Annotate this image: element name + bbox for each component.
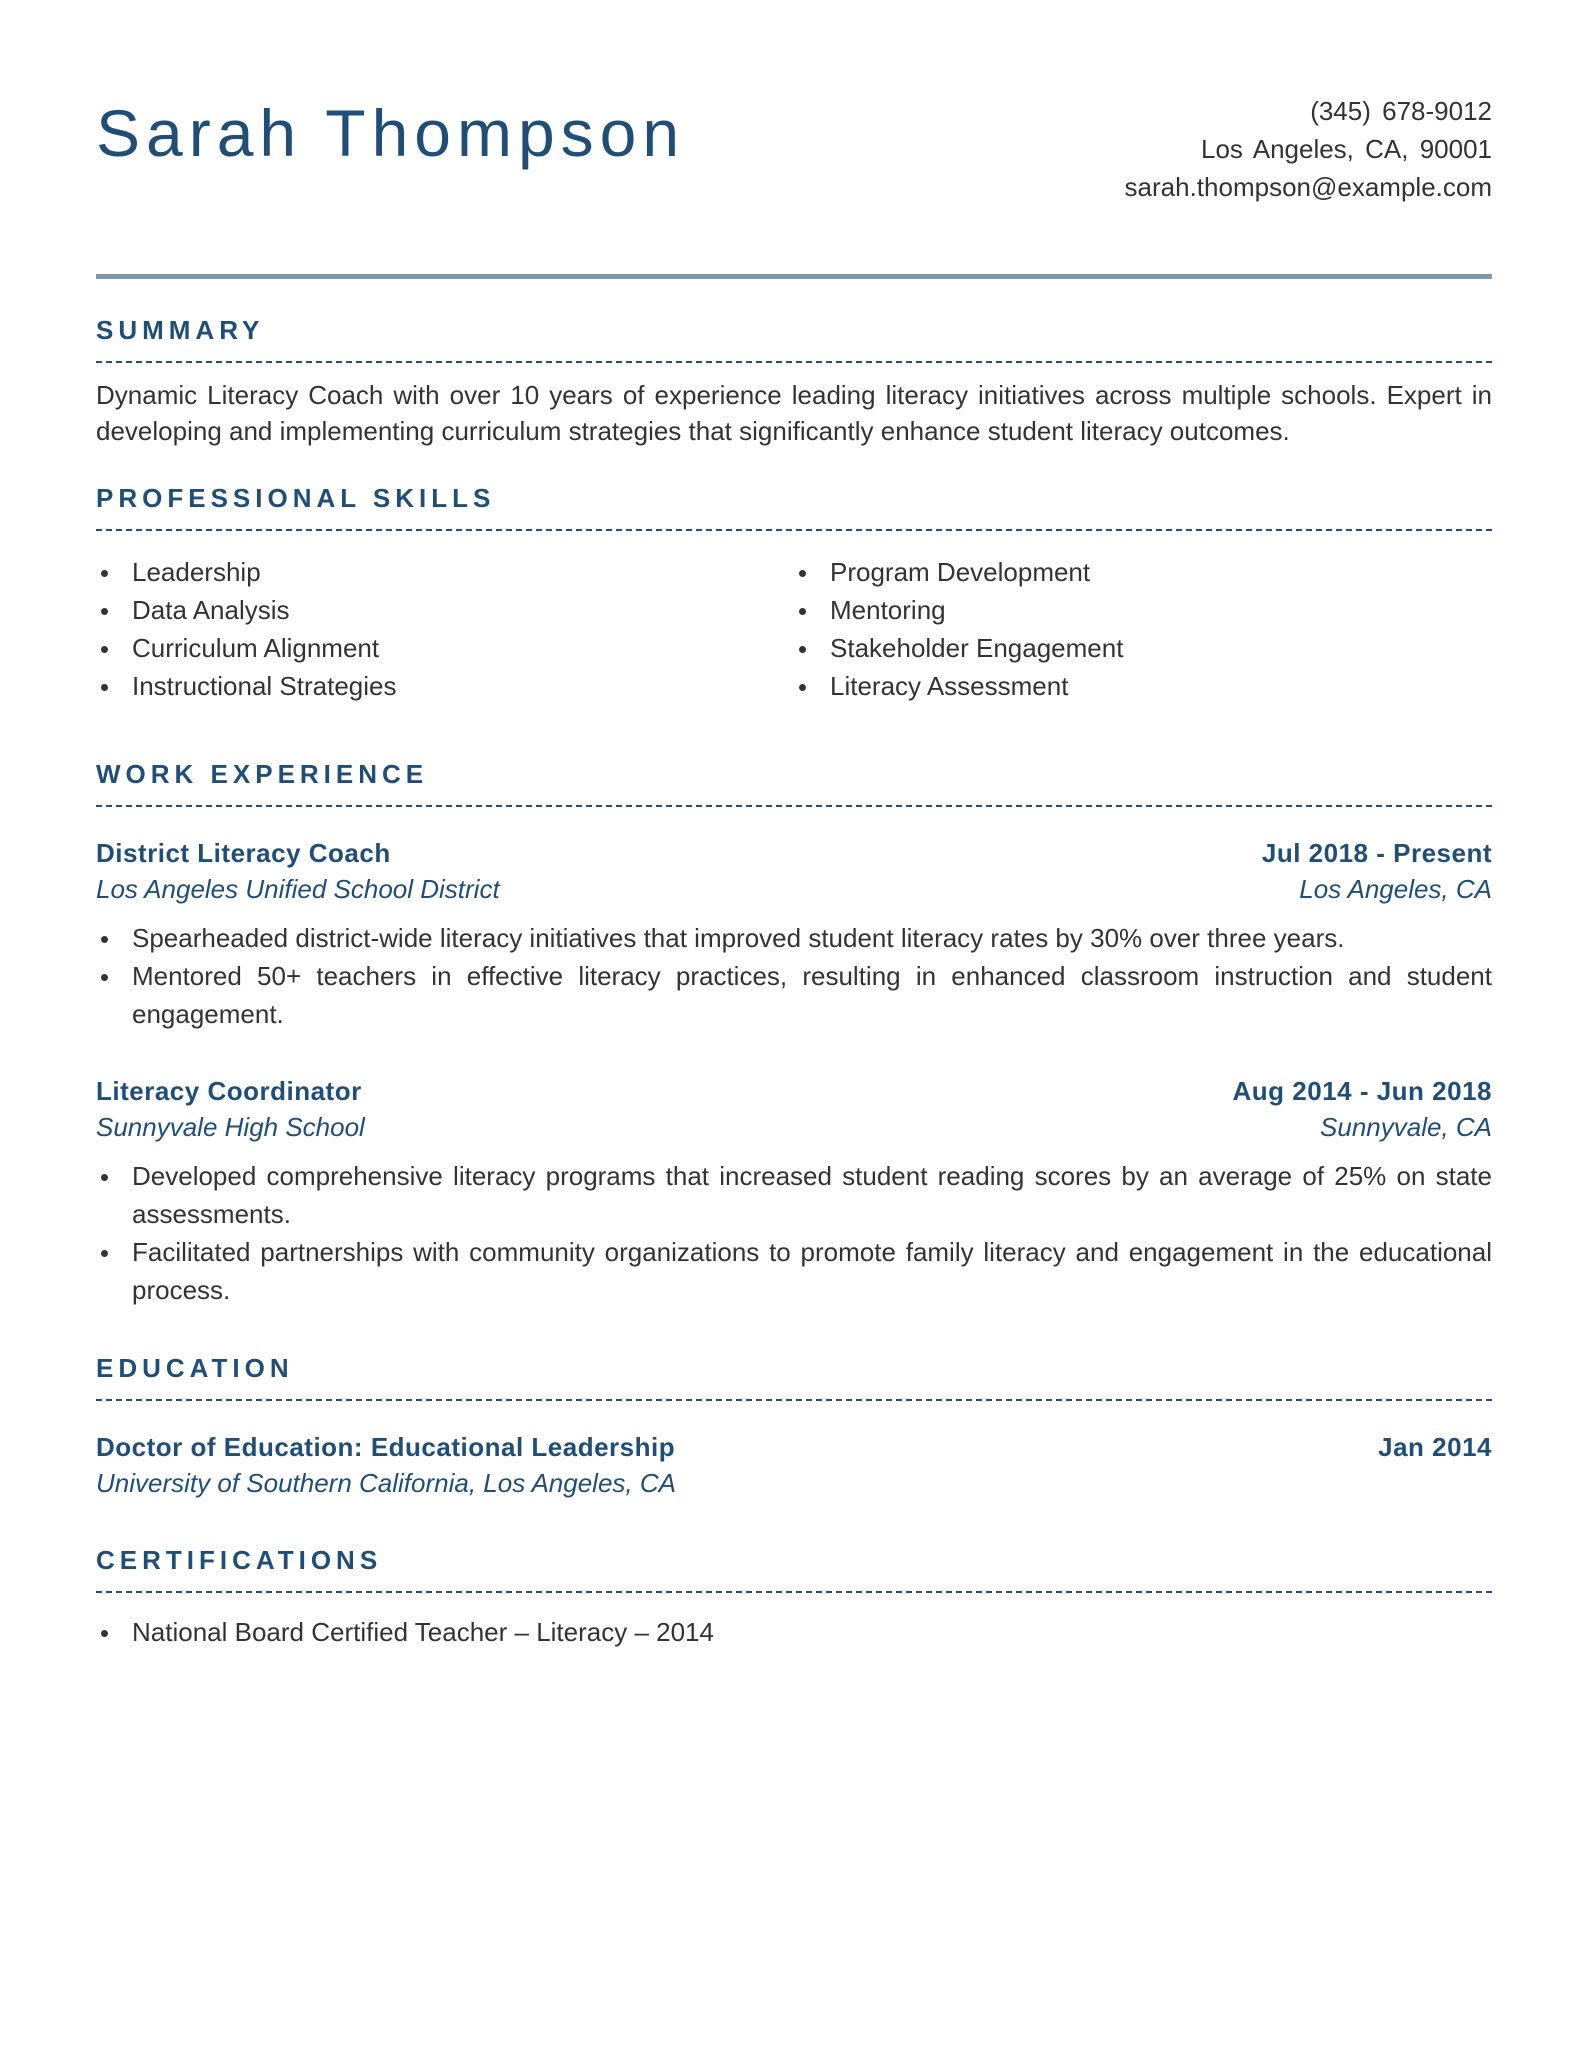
certification-item: National Board Certified Teacher – Literacy – 2014 (96, 1613, 1492, 1651)
job-bullet: Developed comprehensive literacy programs that increased student reading scores by an average of 25% on state assessments. (96, 1157, 1492, 1233)
section-title-summary: SUMMARY (96, 315, 265, 345)
summary-section (96, 315, 1492, 449)
job-dates: Jul 2018 - Present (1261, 838, 1492, 868)
section-title-education: EDUCATION (96, 1353, 294, 1383)
job-bullet: Mentored 50+ teachers in effective literacy practices, resulting in enhanced classroom instruction and student engagement. (96, 957, 1492, 1033)
summary-text: Dynamic Literacy Coach with over 10 years of experience leading literacy initiatives across multiple schools. Expert in developing and implementing curriculum strategies that significantly enhance student literacy outcomes. (96, 380, 1492, 446)
skills-column-left (96, 553, 794, 705)
section-title-certifications: CERTIFICATIONS (96, 1545, 383, 1575)
job-location: Los Angeles, CA (1299, 874, 1492, 904)
header-divider (96, 274, 1492, 279)
skill-item: Mentoring (794, 591, 1492, 629)
degree-title: Doctor of Education: Educational Leadership (96, 1432, 676, 1462)
resume-header (96, 90, 1492, 206)
school-name: University of Southern California, Los Angeles, CA (96, 1468, 676, 1498)
contact-location: Los Angeles, CA, 90001 (1201, 134, 1492, 164)
skill-item: Literacy Assessment (794, 667, 1492, 705)
skill-item: Program Development (794, 553, 1492, 591)
skills-grid (96, 553, 1492, 705)
job-title: District Literacy Coach (96, 838, 391, 868)
contact-phone: (345) 678-9012 (1310, 96, 1492, 126)
section-divider (96, 529, 1492, 531)
section-divider (96, 805, 1492, 807)
section-divider (96, 1399, 1492, 1401)
job-organization: Sunnyvale High School (96, 1112, 365, 1142)
degree-date: Jan 2014 (1378, 1432, 1492, 1462)
skill-item: Leadership (96, 553, 794, 591)
contact-block (1125, 92, 1492, 206)
job-organization: Los Angeles Unified School District (96, 874, 500, 904)
job-location: Sunnyvale, CA (1320, 1112, 1492, 1142)
skill-item: Curriculum Alignment (96, 629, 794, 667)
section-title-work: WORK EXPERIENCE (96, 759, 429, 789)
job-dates: Aug 2014 - Jun 2018 (1232, 1076, 1492, 1106)
education-entry (96, 1429, 1492, 1501)
skill-item: Stakeholder Engagement (794, 629, 1492, 667)
candidate-name: Sarah Thompson (96, 96, 686, 170)
certifications-section (96, 1545, 1492, 1651)
skills-column-right (794, 553, 1492, 705)
job-entry (96, 835, 1492, 1033)
skill-item: Data Analysis (96, 591, 794, 629)
job-title: Literacy Coordinator (96, 1076, 362, 1106)
education-section (96, 1353, 1492, 1501)
work-experience-section (96, 759, 1492, 1309)
job-entry (96, 1073, 1492, 1309)
contact-email: sarah.thompson@example.com (1124, 172, 1492, 202)
section-title-skills: PROFESSIONAL SKILLS (96, 483, 496, 513)
section-divider (96, 361, 1492, 363)
skills-section (96, 483, 1492, 705)
job-bullet: Spearheaded district-wide literacy initiatives that improved student literacy rates by 30% over three years. (96, 919, 1492, 957)
job-bullet: Facilitated partnerships with community organizations to promote family literacy and engagement in the educational process. (96, 1233, 1492, 1309)
skill-item: Instructional Strategies (96, 667, 794, 705)
section-divider (96, 1591, 1492, 1593)
